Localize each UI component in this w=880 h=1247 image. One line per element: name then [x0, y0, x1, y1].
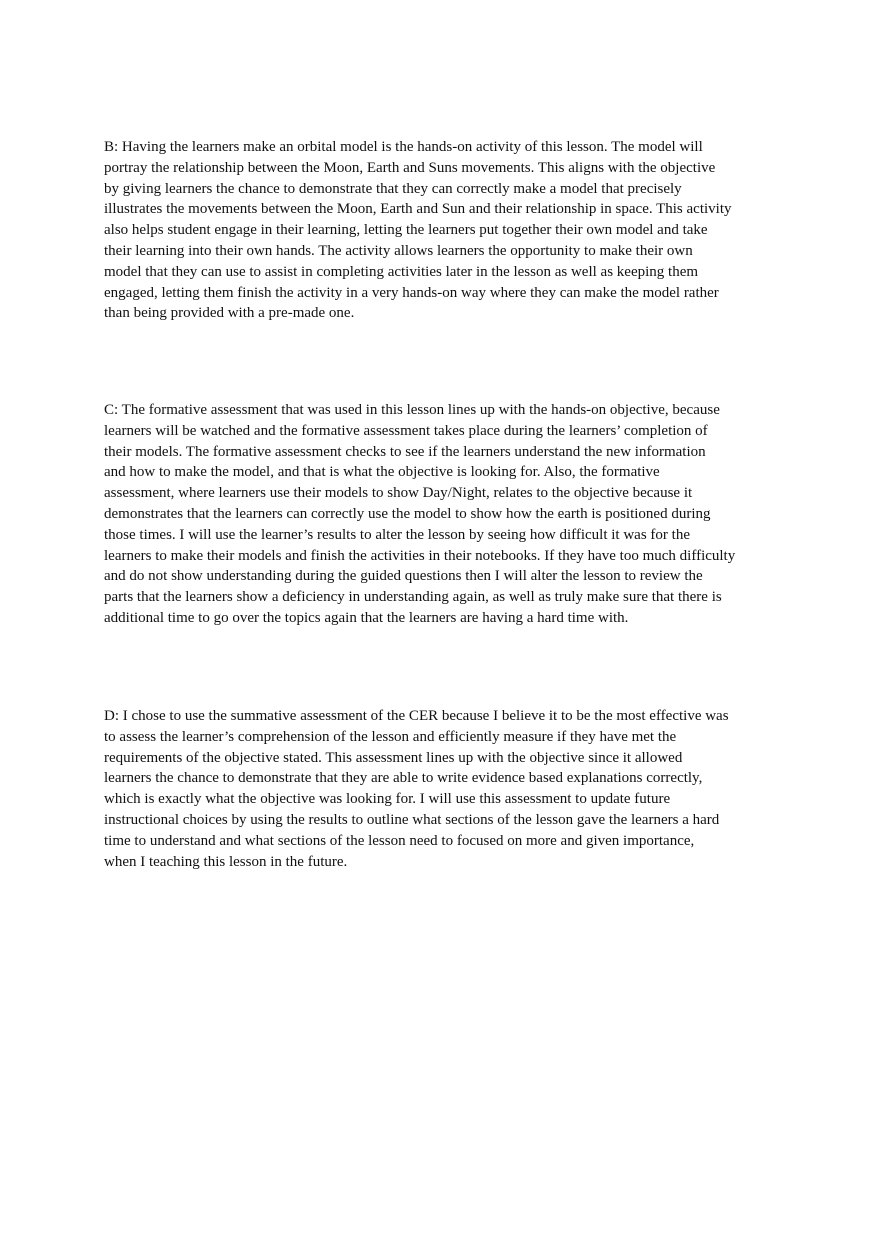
- paragraph-line: demonstrates that the learners can correctly use the model to show how the earth is positioned during: [104, 505, 711, 522]
- paragraph-line: learners the chance to demonstrate that they are able to write evidence based explanations correctly,: [104, 770, 703, 787]
- paragraph-line: requirements of the objective stated. This assessment lines up with the objective since it allowed: [104, 749, 683, 766]
- paragraph-line: their learning into their own hands. The activity allows learners the opportunity to make their own: [104, 242, 693, 259]
- paragraph-line: and do not show understanding during the guided questions then I will alter the lesson to review the: [104, 568, 703, 585]
- paragraph-line: learners will be watched and the formative assessment takes place during the learners’ completion of: [104, 422, 708, 439]
- paragraph-line: illustrates the movements between the Moon, Earth and Sun and their relationship in space. This activity: [104, 201, 732, 218]
- paragraph-line: model that they can use to assist in completing activities later in the lesson as well as keeping them: [104, 263, 699, 280]
- paragraph-line: engaged, letting them finish the activity in a very hands-on way where they can make the model rather: [104, 284, 719, 301]
- paragraph-line: D: I chose to use the summative assessment of the CER because I believe it to be the most effective was: [104, 708, 729, 724]
- paragraph-b: [104, 137, 776, 324]
- paragraph-line: than being provided with a pre-made one.: [104, 305, 355, 322]
- paragraph-line: those times. I will use the learner’s results to alter the lesson by seeing how difficult it was for the: [104, 526, 690, 543]
- paragraph-line: which is exactly what the objective was looking for. I will use this assessment to update future: [104, 791, 671, 808]
- paragraph-line: also helps student engage in their learning, letting the learners put together their own model and take: [104, 222, 708, 239]
- paragraph-line: C: The formative assessment that was used in this lesson lines up with the hands-on objective, because: [104, 402, 720, 418]
- paragraph-d: [104, 706, 776, 872]
- paragraph-line: and how to make the model, and that is what the objective is looking for. Also, the formative: [104, 464, 660, 481]
- paragraph-line: by giving learners the chance to demonstrate that they can correctly make a model that precisely: [104, 180, 682, 197]
- paragraph-line: when I teaching this lesson in the future.: [104, 853, 348, 870]
- paragraph-line: to assess the learner’s comprehension of the lesson and efficiently measure if they have met the: [104, 728, 677, 745]
- paragraph-line: additional time to go over the topics again that the learners are having a hard time with.: [104, 609, 629, 626]
- paragraph-line: parts that the learners show a deficiency in understanding again, as well as truly make sure that there is: [104, 589, 722, 606]
- paragraph-line: their models. The formative assessment checks to see if the learners understand the new information: [104, 443, 706, 460]
- paragraph-line: portray the relationship between the Moon, Earth and Suns movements. This aligns with the objective: [104, 159, 716, 176]
- paragraph-c: [104, 400, 776, 629]
- paragraph-line: instructional choices by using the results to outline what sections of the lesson gave the learners a hard: [104, 811, 720, 828]
- paragraph-line: assessment, where learners use their models to show Day/Night, relates to the objective because it: [104, 485, 693, 502]
- paragraph-line: time to understand and what sections of the lesson need to focused on more and given importance,: [104, 832, 695, 849]
- paragraph-line: learners to make their models and finish the activities in their notebooks. If they have too much difficulty: [104, 547, 736, 564]
- paragraph-line: B: Having the learners make an orbital model is the hands-on activity of this lesson. The model will: [104, 139, 703, 155]
